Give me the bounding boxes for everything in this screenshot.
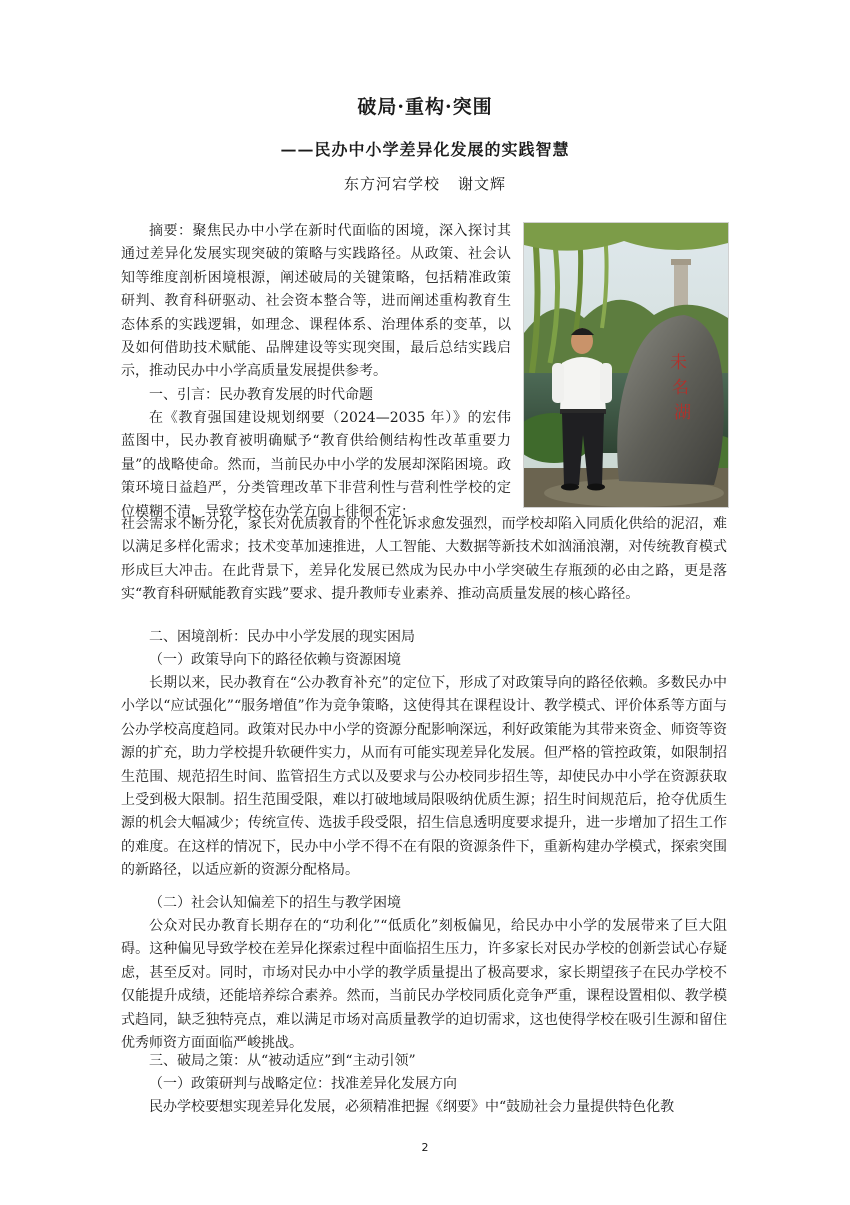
subsection-heading-cognition: （二）社会认知偏差下的招生与教学困境 xyxy=(149,895,401,911)
subsection-heading-policy: （一）政策导向下的路径依赖与资源困境 xyxy=(149,652,401,668)
rock-inscription-char-2: 名 xyxy=(672,378,689,398)
section-heading-dilemma: 二、困境剖析：民办中小学发展的现实困局 xyxy=(149,629,415,645)
rock-inscription-char-1: 未 xyxy=(670,353,687,373)
author-line xyxy=(0,173,850,194)
author-name: 谢文辉 xyxy=(458,175,507,193)
author-photo xyxy=(523,222,729,508)
page-number: 2 xyxy=(421,1141,429,1154)
intro-paragraph-1: 在《教育强国建设规划纲要（2024—2035 年）》的宏伟蓝图中，民办教育被明确赋予“教育供给侧结构性改革重要力量”的战略使命。然而，当前民办中小学的发展却深陷困境。政策环境日益趋严，分类管理改革下非营利性与营利性学校的定位模糊不清，导致学校在办学方向上徘徊不定； xyxy=(121,410,511,520)
article-title: 破局·重构·突围 xyxy=(357,96,493,118)
rock-inscription-char-3: 湖 xyxy=(674,403,691,423)
section-heading-strategy: 三、破局之策：从“被动适应”到“主动引领” xyxy=(149,1053,416,1069)
policy-paragraph: 长期以来，民办教育在“公办教育补充”的定位下，形成了对政策导向的路径依赖。多数民办中小学以“应试强化”“服务增值”作为竞争策略，这使得其在课程设计、教学模式、评价体系等方面与公办学校高度趋同。政策对民办中小学的资源分配影响深远，利好政策能为其带来资金、师资等资源的扩充，助力学校提升软硬件实力，从而有可能实现差异化发展。但严格的管控政策，如限制招生范围、规范招生时间、监管招生方式以及要求与公办校同步招生等，却使民办中小学在资源获取上受到极大限制。招生范围受限，难以打破地域局限吸纳优质生源；招生时间规范后，抢夺优质生源的机会大幅减少；传统宣传、选拔手段受限，招生信息透明度要求提升，进一步增加了招生工作的难度。在这样的情况下，民办中小学不得不在有限的资源条件下，重新构建办学模式，探索突围的新路径，以适应新的资源分配格局。 xyxy=(121,675,727,879)
section-heading-intro: 一、引言：民办教育发展的时代命题 xyxy=(149,387,373,403)
abstract-paragraph: 摘要：聚焦民办中小学在新时代面临的困境，深入探讨其通过差异化发展实现突破的策略与实践路径。从政策、社会认知等维度剖析困境根源，阐述破局的关键策略，包括精准政策研判、教育科研驱动、社会资本整合等，进而阐述重构教育生态体系的实践逻辑，如理念、课程体系、治理体系的变革，以及如何借助技术赋能、品牌建设等实现突围，最后总结实践启示，推动民办中小学高质量发展提供参考。 xyxy=(121,223,511,380)
cognition-paragraph: 公众对民办教育长期存在的“功利化”“低质化”刻板偏见，给民办中小学的发展带来了巨大阻碍。这种偏见导致学校在差异化探索过程中面临招生压力，许多家长对民办学校的创新尝试心存疑虑，甚至反对。同时，市场对民办中小学的教学质量提出了极高要求，家长期望孩子在民办学校不仅能提升成绩，还能培养综合素养。然而，当前民办学校同质化竞争严重，课程设置相似、教学模式趋同，缺乏独特亮点，难以满足市场对高质量教学的迫切需求，这也使得学校在吸引生源和留住优秀师资方面面临严峻挑战。 xyxy=(121,918,727,1052)
school-name: 东方河宕学校 xyxy=(343,175,440,193)
positioning-paragraph: 民办学校要想实现差异化发展，必须精准把握《纲要》中“鼓励社会力量提供特色化教 xyxy=(149,1099,675,1115)
article-subtitle: ——民办中小学差异化发展的实践智慧 xyxy=(280,140,570,159)
subsection-heading-positioning: （一）政策研判与战略定位：找准差异化发展方向 xyxy=(149,1076,457,1092)
intro-paragraph-2: 社会需求不断分化，家长对优质教育的个性化诉求愈发强烈，而学校却陷入同质化供给的泥沼，难以满足多样化需求；技术变革加速推进，人工智能、大数据等新技术如汹涌浪潮，对传统教育模式形成巨大冲击。在此背景下，差异化发展已然成为民办中小学突破生存瓶颈的必由之路，更是落实“教育科研赋能教育实践”要求、提升教师专业素养、推动高质量发展的核心路径。 xyxy=(121,516,727,603)
